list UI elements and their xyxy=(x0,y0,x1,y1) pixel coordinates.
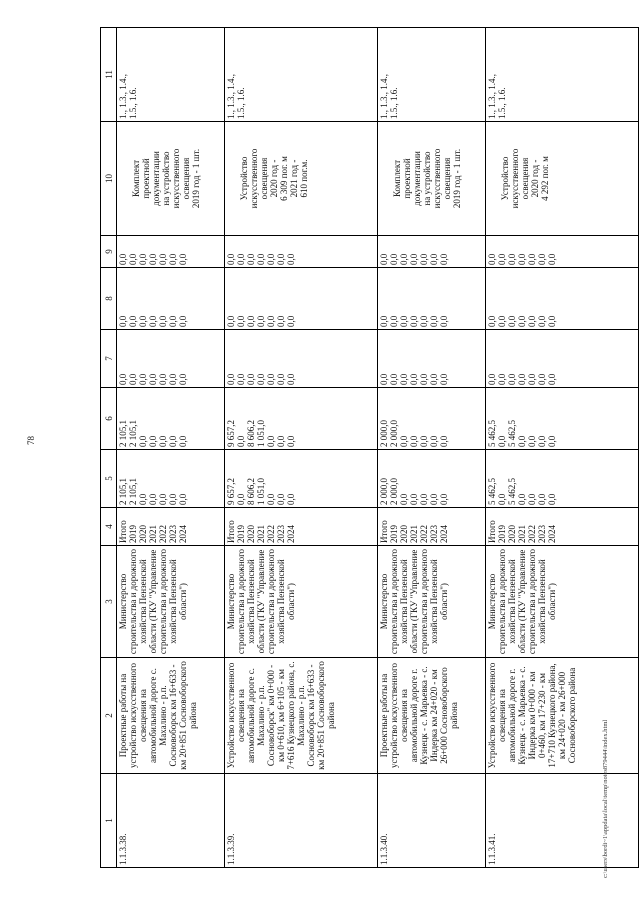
cell-line: 2 000,0 xyxy=(379,478,389,505)
years-cell xyxy=(378,508,486,546)
column-header-4: 4 xyxy=(101,508,117,546)
column-header-6: 6 xyxy=(101,388,117,450)
cell-line: 0,0 xyxy=(419,373,429,385)
cell-line: искусственного xyxy=(432,148,442,209)
cell-line: освещения xyxy=(520,157,530,200)
cell-line: 0,0 xyxy=(168,253,178,265)
table-row xyxy=(378,28,486,868)
cell-line: освещения xyxy=(442,157,452,200)
cell-line: 2022 xyxy=(266,525,276,543)
cell-line: 2024 xyxy=(286,525,296,543)
cell-line: 2019 xyxy=(389,525,399,543)
cell-line: на устройство xyxy=(161,151,171,206)
regional-budget-cell xyxy=(117,388,225,450)
cell-line: 0,0 xyxy=(158,315,168,327)
cell-line: 0,0 xyxy=(497,373,507,385)
cell-line: Итого xyxy=(487,520,497,543)
cell-line: 0,0 xyxy=(266,373,276,385)
cell-line: освещения xyxy=(259,157,269,200)
other-sources-cell xyxy=(117,236,225,268)
column-header-10: 10 xyxy=(101,122,117,236)
cell-line: 2023 xyxy=(537,525,547,543)
cell-line: 0,0 xyxy=(399,435,409,447)
cell-line: 0,0 xyxy=(379,373,389,385)
cell-line: 0,0 xyxy=(399,373,409,385)
cell-line: 5 462,5 xyxy=(487,420,497,447)
cell-line: 0,0 xyxy=(527,435,537,447)
cell-line: документации xyxy=(412,151,422,206)
cell-line: 2019 xyxy=(497,525,507,543)
cell-line: 0,0 xyxy=(286,493,296,505)
cell-line: Итого xyxy=(379,520,389,543)
cell-line: 0,0 xyxy=(517,253,527,265)
cell-line: 0,0 xyxy=(497,435,507,447)
cell-line: 0,0 xyxy=(266,253,276,265)
executor-cell: Министерство строительства и дорожного хозяйства Пензенской области (ГКУ "Управление строительства и дорожного хозяйства Пензенской области") xyxy=(225,546,378,658)
cell-line: Комплект xyxy=(392,159,402,198)
cell-line: 2024 xyxy=(178,525,188,543)
cell-line: 0,0 xyxy=(389,373,399,385)
footer-file-path: c:\users\bordi~1\appdata\local\temp\notes879444\index.html xyxy=(602,719,609,878)
cell-line: 0,0 xyxy=(547,493,557,505)
cell-line: 0,0 xyxy=(497,315,507,327)
cell-line: 0,0 xyxy=(439,435,449,447)
cell-line: 0,0 xyxy=(487,253,497,265)
cell-line: 0,0 xyxy=(507,373,517,385)
local-budget-cell xyxy=(378,268,486,330)
cell-line: 0,0 xyxy=(178,315,188,327)
cell-line: 0,0 xyxy=(138,373,148,385)
cell-line: проектной xyxy=(402,158,412,199)
cell-line: 0,0 xyxy=(389,315,399,327)
cell-line: 0,0 xyxy=(246,373,256,385)
cell-line: 0,0 xyxy=(409,373,419,385)
cell-line: 2020 xyxy=(507,525,517,543)
column-header-11: 11 xyxy=(101,28,117,122)
cell-line: 0,0 xyxy=(439,373,449,385)
cell-line: 2 105,1 xyxy=(118,478,128,505)
cell-line: Комплект xyxy=(131,159,141,198)
cell-line: 0,0 xyxy=(168,373,178,385)
total-funding-cell xyxy=(225,450,378,508)
cell-line: 0,0 xyxy=(547,373,557,385)
column-header-8: 8 xyxy=(101,268,117,330)
cell-line: 0,0 xyxy=(148,315,158,327)
cell-line: 0,0 xyxy=(246,253,256,265)
cell-line: 0,0 xyxy=(138,315,148,327)
cell-line: 0,0 xyxy=(419,493,429,505)
cell-line: 2024 xyxy=(547,525,557,543)
cell-line: 2 105,1 xyxy=(128,420,138,447)
cell-line: 0,0 xyxy=(118,253,128,265)
cell-line: 1., 1.3., 1.4., xyxy=(379,74,389,119)
cell-line: 2021 xyxy=(517,525,527,543)
cell-line: 0,0 xyxy=(547,315,557,327)
measure-name-cell: Проектные работы на устройство искусственного освещения на автомобильной дороге г. Кузнецк - с. Марьевка - с. Индерка км 24+020 - км 26+000 Сосновоборского района xyxy=(378,658,486,774)
cell-line: 2021 xyxy=(256,525,266,543)
cell-line: 0,0 xyxy=(276,435,286,447)
page-number: 78 xyxy=(26,436,36,445)
cell-line: 0,0 xyxy=(178,493,188,505)
cell-line: 0,0 xyxy=(256,373,266,385)
cell-line: 610 пог.м. xyxy=(299,159,309,198)
cell-line: 0,0 xyxy=(507,253,517,265)
cell-line: 0,0 xyxy=(419,253,429,265)
table-row xyxy=(225,28,378,868)
cell-line: 0,0 xyxy=(226,373,236,385)
cell-line: 0,0 xyxy=(236,315,246,327)
cell-line: 5 462,5 xyxy=(507,478,517,505)
cell-line: 0,0 xyxy=(286,373,296,385)
cell-line: 0,0 xyxy=(158,373,168,385)
cell-line: 0,0 xyxy=(487,315,497,327)
regional-budget-cell xyxy=(225,388,378,450)
program-measures-table xyxy=(100,27,639,868)
cell-line: 0,0 xyxy=(148,435,158,447)
cell-line: 0,0 xyxy=(276,493,286,505)
cell-line: 0,0 xyxy=(419,435,429,447)
cell-line: 2022 xyxy=(419,525,429,543)
cell-line: 0,0 xyxy=(399,253,409,265)
cell-line: 0,0 xyxy=(439,315,449,327)
executor-cell: Министерство строительства и дорожного хозяйства Пензенской области (ГКУ "Управление строительства и дорожного хозяйства Пензенской области") xyxy=(378,546,486,658)
cell-line: 2024 xyxy=(439,525,449,543)
cell-line: 0,0 xyxy=(148,493,158,505)
cell-line: 0,0 xyxy=(226,253,236,265)
item-number-cell: 1.1.3.41. xyxy=(486,774,639,868)
cell-line: 2021 год - xyxy=(289,159,299,198)
cell-line: на устройство xyxy=(422,151,432,206)
cell-line: 0,0 xyxy=(409,493,419,505)
cell-line: 2023 xyxy=(276,525,286,543)
cell-line: 0,0 xyxy=(389,253,399,265)
cell-line: 0,0 xyxy=(168,435,178,447)
cell-line: 0,0 xyxy=(138,493,148,505)
expected-result-cell xyxy=(225,122,378,236)
cell-line: 0,0 xyxy=(266,315,276,327)
cell-line: 2023 xyxy=(429,525,439,543)
other-sources-cell xyxy=(378,236,486,268)
cell-line: 4 292 пог. м xyxy=(540,156,550,201)
cell-line: 1 051,0 xyxy=(256,478,266,505)
cell-line: 1.5., 1.6. xyxy=(389,87,399,119)
federal-budget-cell xyxy=(225,330,378,388)
cell-line: Итого xyxy=(226,520,236,543)
cell-line: 1., 1.3., 1.4., xyxy=(226,74,236,119)
cell-line: 0,0 xyxy=(266,493,276,505)
cell-line: 0,0 xyxy=(517,493,527,505)
cell-line: 0,0 xyxy=(128,253,138,265)
cell-line: документации xyxy=(151,151,161,206)
cell-line: 0,0 xyxy=(158,435,168,447)
item-number-cell: 1.1.3.40. xyxy=(378,774,486,868)
regional-budget-cell xyxy=(486,388,639,450)
cell-line: 1.5., 1.6. xyxy=(236,87,246,119)
cell-line: 0,0 xyxy=(286,315,296,327)
cell-line: 2019 xyxy=(128,525,138,543)
local-budget-cell xyxy=(117,268,225,330)
cell-line: 2 105,1 xyxy=(118,420,128,447)
cell-line: 0,0 xyxy=(537,493,547,505)
cell-line: 2 000,0 xyxy=(379,420,389,447)
column-header-2: 2 xyxy=(101,658,117,774)
cell-line: 0,0 xyxy=(537,253,547,265)
expected-result-cell xyxy=(486,122,639,236)
table-row xyxy=(486,28,639,868)
cell-line: 0,0 xyxy=(128,315,138,327)
cell-line: освещения xyxy=(181,157,191,200)
column-header-9: 9 xyxy=(101,236,117,268)
cell-line: 0,0 xyxy=(148,253,158,265)
cell-line: 0,0 xyxy=(497,253,507,265)
cell-line: 0,0 xyxy=(148,373,158,385)
cell-line: 0,0 xyxy=(429,493,439,505)
cell-line: 2 000,0 xyxy=(389,478,399,505)
indicator-link-cell xyxy=(117,28,225,122)
cell-line: 0,0 xyxy=(409,253,419,265)
cell-line: проектной xyxy=(141,158,151,199)
cell-line: 2 105,1 xyxy=(128,478,138,505)
cell-line: 0,0 xyxy=(246,315,256,327)
cell-line: 0,0 xyxy=(419,315,429,327)
cell-line: 0,0 xyxy=(158,253,168,265)
measure-name-cell: Устройство искусственного освещения на автомобильной дороге с. Махалино - р.п. Сосновоборск" км 0+000 - км 0+610, км 6+105 - км 7+616 Кузнецкого района, с. Махалино - р.п. Сосновоборск км 16+633 - км 20+851 Сосновоборского района xyxy=(225,658,378,774)
cell-line: 0,0 xyxy=(236,373,246,385)
cell-line: 0,0 xyxy=(409,315,419,327)
cell-line: 0,0 xyxy=(276,315,286,327)
table-body xyxy=(101,28,639,868)
years-cell xyxy=(225,508,378,546)
indicator-link-cell xyxy=(486,28,639,122)
cell-line: 1., 1.3., 1.4., xyxy=(487,74,497,119)
cell-line: 0,0 xyxy=(429,373,439,385)
cell-line: 0,0 xyxy=(527,253,537,265)
cell-line: 0,0 xyxy=(379,253,389,265)
cell-line: 0,0 xyxy=(429,315,439,327)
rotated-table-container xyxy=(100,28,597,868)
cell-line: 0,0 xyxy=(409,435,419,447)
cell-line: 0,0 xyxy=(168,493,178,505)
expected-result-cell xyxy=(117,122,225,236)
cell-line: 0,0 xyxy=(168,315,178,327)
cell-line: 2019 xyxy=(236,525,246,543)
cell-line: 8 606,2 xyxy=(246,478,256,505)
total-funding-cell xyxy=(486,450,639,508)
cell-line: 0,0 xyxy=(547,435,557,447)
cell-line: 2023 xyxy=(168,525,178,543)
executor-cell: Министерство строительства и дорожного хозяйства Пензенской области (ГКУ "Управление строительства и дорожного хозяйства Пензенской области") xyxy=(486,546,639,658)
measure-name-cell: Проектные работы на устройство искусственного освещения на автомобильной дороге с. Махалино - р.п. Сосновоборск км 16+633 - км 20+851 Сосновоборского района xyxy=(117,658,225,774)
cell-line: 0,0 xyxy=(236,493,246,505)
cell-line: 8 606,2 xyxy=(246,420,256,447)
cell-line: 2019 год - 1 шт. xyxy=(191,148,201,209)
cell-line: 0,0 xyxy=(178,373,188,385)
cell-line: 1.5., 1.6. xyxy=(497,87,507,119)
years-cell xyxy=(486,508,639,546)
cell-line: 0,0 xyxy=(507,315,517,327)
cell-line: 5 462,5 xyxy=(507,420,517,447)
cell-line: 0,0 xyxy=(158,493,168,505)
cell-line: 9 657,2 xyxy=(226,478,236,505)
other-sources-cell xyxy=(486,236,639,268)
years-cell xyxy=(117,508,225,546)
local-budget-cell xyxy=(225,268,378,330)
cell-line: 0,0 xyxy=(517,435,527,447)
column-header-3: 3 xyxy=(101,546,117,658)
cell-line: 2 000,0 xyxy=(389,420,399,447)
total-funding-cell xyxy=(378,450,486,508)
cell-line: 0,0 xyxy=(537,435,547,447)
cell-line: 0,0 xyxy=(236,435,246,447)
federal-budget-cell xyxy=(117,330,225,388)
column-number-row xyxy=(101,28,117,868)
cell-line: 1 051,0 xyxy=(256,420,266,447)
cell-line: 2022 xyxy=(527,525,537,543)
executor-cell: Министерство строительства и дорожного хозяйства Пензенской области (ГКУ "Управление строительства и дорожного хозяйства Пензенской области") xyxy=(117,546,225,658)
cell-line: 9 657,2 xyxy=(226,420,236,447)
indicator-link-cell xyxy=(378,28,486,122)
column-header-1: 1 xyxy=(101,774,117,868)
cell-line: 0,0 xyxy=(429,435,439,447)
total-funding-cell xyxy=(117,450,225,508)
cell-line: Устройство xyxy=(239,156,249,201)
cell-line: 0,0 xyxy=(429,253,439,265)
cell-line: 0,0 xyxy=(118,373,128,385)
other-sources-cell xyxy=(225,236,378,268)
cell-line: 2020 xyxy=(246,525,256,543)
cell-line: 2020 год - xyxy=(530,159,540,198)
federal-budget-cell xyxy=(486,330,639,388)
expected-result-cell xyxy=(378,122,486,236)
cell-line: искусственного xyxy=(171,148,181,209)
cell-line: 0,0 xyxy=(517,315,527,327)
regional-budget-cell xyxy=(378,388,486,450)
cell-line: 0,0 xyxy=(138,435,148,447)
cell-line: 0,0 xyxy=(379,315,389,327)
cell-line: 0,0 xyxy=(178,253,188,265)
cell-line: 2022 xyxy=(158,525,168,543)
cell-line: 0,0 xyxy=(118,315,128,327)
cell-line: 1.5., 1.6. xyxy=(128,87,138,119)
cell-line: 5 462,5 xyxy=(487,478,497,505)
cell-line: 0,0 xyxy=(178,435,188,447)
cell-line: Устройство xyxy=(500,156,510,201)
federal-budget-cell xyxy=(378,330,486,388)
cell-line: 0,0 xyxy=(266,435,276,447)
cell-line: 0,0 xyxy=(399,493,409,505)
cell-line: 0,0 xyxy=(527,493,537,505)
cell-line: 0,0 xyxy=(276,253,286,265)
cell-line: 0,0 xyxy=(439,253,449,265)
column-header-5: 5 xyxy=(101,450,117,508)
cell-line: 0,0 xyxy=(537,315,547,327)
cell-line: 0,0 xyxy=(286,435,296,447)
cell-line: 0,0 xyxy=(286,253,296,265)
cell-line: 2021 xyxy=(409,525,419,543)
cell-line: 0,0 xyxy=(527,373,537,385)
cell-line: 2019 год - 1 шт. xyxy=(452,148,462,209)
cell-line: 0,0 xyxy=(226,315,236,327)
cell-line: 2020 xyxy=(138,525,148,543)
cell-line: 0,0 xyxy=(497,493,507,505)
cell-line: 0,0 xyxy=(399,315,409,327)
cell-line: 0,0 xyxy=(517,373,527,385)
cell-line: 1., 1.3., 1.4., xyxy=(118,74,128,119)
table-row xyxy=(117,28,225,868)
cell-line: 0,0 xyxy=(256,253,266,265)
cell-line: искусственного xyxy=(510,148,520,209)
cell-line: искусственного xyxy=(249,148,259,209)
cell-line: 0,0 xyxy=(439,493,449,505)
cell-line: 2021 xyxy=(148,525,158,543)
cell-line: 0,0 xyxy=(276,373,286,385)
cell-line: 0,0 xyxy=(236,253,246,265)
cell-line: 0,0 xyxy=(527,315,537,327)
cell-line: 0,0 xyxy=(537,373,547,385)
cell-line: 0,0 xyxy=(547,253,557,265)
indicator-link-cell xyxy=(225,28,378,122)
measure-name-cell: Устройство искусственного освещения на автомобильной дороге г. Кузнецк - с. Марьевка - с. Индерка км 0+000 - км 0+460, км 17+230 - км 17+710 Кузнецкого района, км 24+020 - км 26+000 Сосновоборского района xyxy=(486,658,639,774)
column-header-7: 7 xyxy=(101,330,117,388)
cell-line: Итого xyxy=(118,520,128,543)
item-number-cell: 1.1.3.39. xyxy=(225,774,378,868)
cell-line: 2020 xyxy=(399,525,409,543)
cell-line: 0,0 xyxy=(256,315,266,327)
item-number-cell: 1.1.3.38. xyxy=(117,774,225,868)
cell-line: 0,0 xyxy=(128,373,138,385)
cell-line: 2020 год - xyxy=(269,159,279,198)
local-budget-cell xyxy=(486,268,639,330)
cell-line: 6 309 пог. м xyxy=(279,156,289,201)
cell-line: 0,0 xyxy=(487,373,497,385)
cell-line: 0,0 xyxy=(138,253,148,265)
